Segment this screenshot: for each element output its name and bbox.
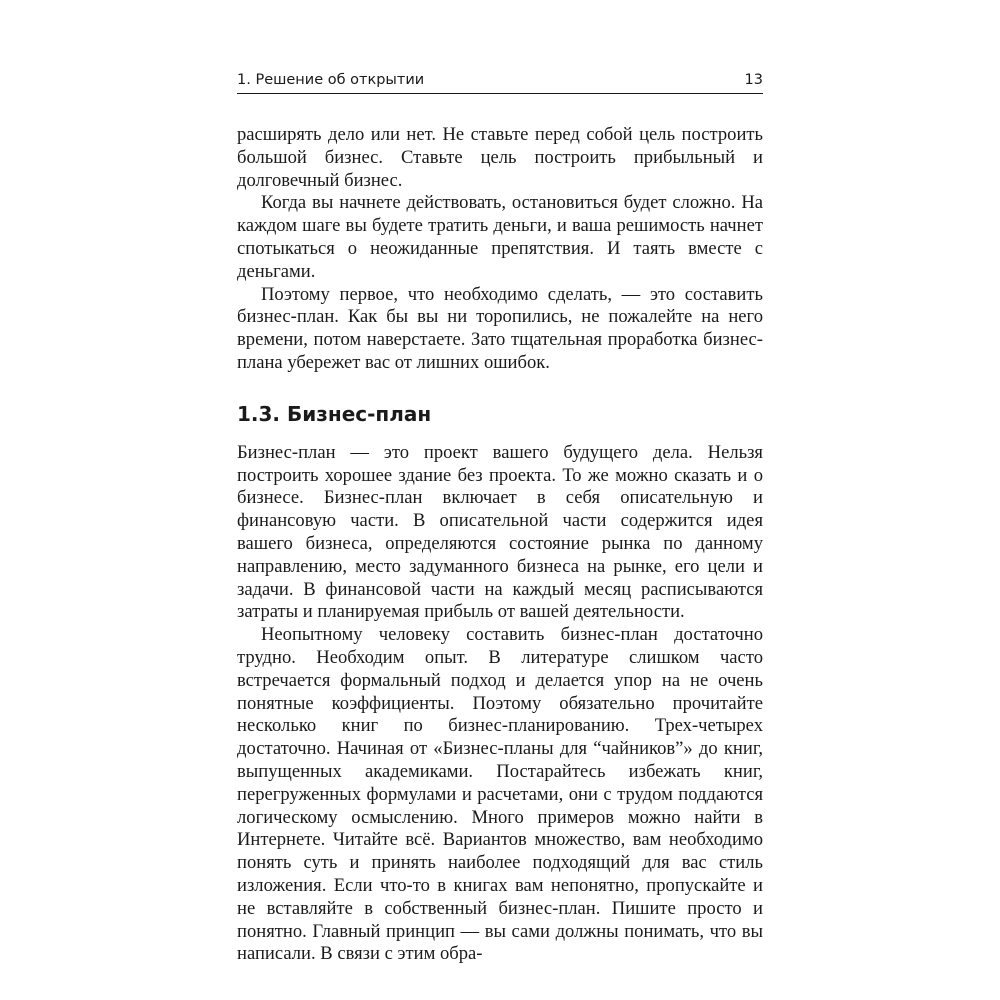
chapter-title: 1. Решение об открытии (237, 72, 425, 88)
section-heading: 1.3. Бизнес-план (237, 401, 432, 426)
paragraph: расширять дело или нет. Не ставьте перед собой цель построить большой бизнес. Ставьте цель построить прибыльный и долговечный бизнес. (237, 124, 763, 191)
running-head (237, 70, 763, 94)
page-number: 13 (744, 72, 763, 88)
book-page (237, 70, 763, 966)
page-body (237, 124, 763, 966)
paragraph: Поэтому первое, что необходимо сделать, — это составить бизнес-план. Как бы вы ни торопились, не пожалейте на него времени, потом наверстаете. Зато тщательная проработка бизнес-плана убережет вас от лишних ошибок. (237, 283, 763, 373)
paragraph: Бизнес-план — это проект вашего будущего дела. Нельзя построить хорошее здание без проекта. То же можно сказать и о бизнесе. Бизнес-план включает в себя описательную и финансовую части. В описательной части содержится идея вашего бизнеса, определяются состояние рынка по данному направлению, место задуманного бизнеса на рынке, его цели и задачи. В финансовой части на каждый месяц расписываются затраты и планируемая прибыль от вашей деятельности. (237, 441, 763, 623)
paragraph: Когда вы начнете действовать, остановиться будет сложно. На каждом шаге вы будете тратить деньги, и ваша решимость начнет спотыкаться о неожиданные препятствия. И таять вместе с деньгами. (237, 192, 763, 282)
paragraph: Неопытному человеку составить бизнес-план достаточно трудно. Необходим опыт. В литературе слишком часто встречается формальный подход и делается упор на не очень понятные коэффициенты. Поэтому обязательно прочитайте несколько книг по бизнес-планированию. Трех-четырех достаточно. Начиная от «Бизнес-планы для “чайников”» до книг, выпущенных академиками. Постарайтесь избежать книг, перегруженных формулами и расчетами, они с трудом поддаются логическому осмыслению. Много примеров можно найти в Интернете. Читайте всё. Вариантов множество, вам необходимо понять суть и принять наиболее подходящий для вас стиль изложения. Если что-то в книгах вам непонятно, пропускайте и не вставляйте в собственный бизнес-план. Пишите просто и понятно. Главный принцип — вы сами должны понимать, что вы написали. В связи с этим обра- (237, 624, 763, 965)
